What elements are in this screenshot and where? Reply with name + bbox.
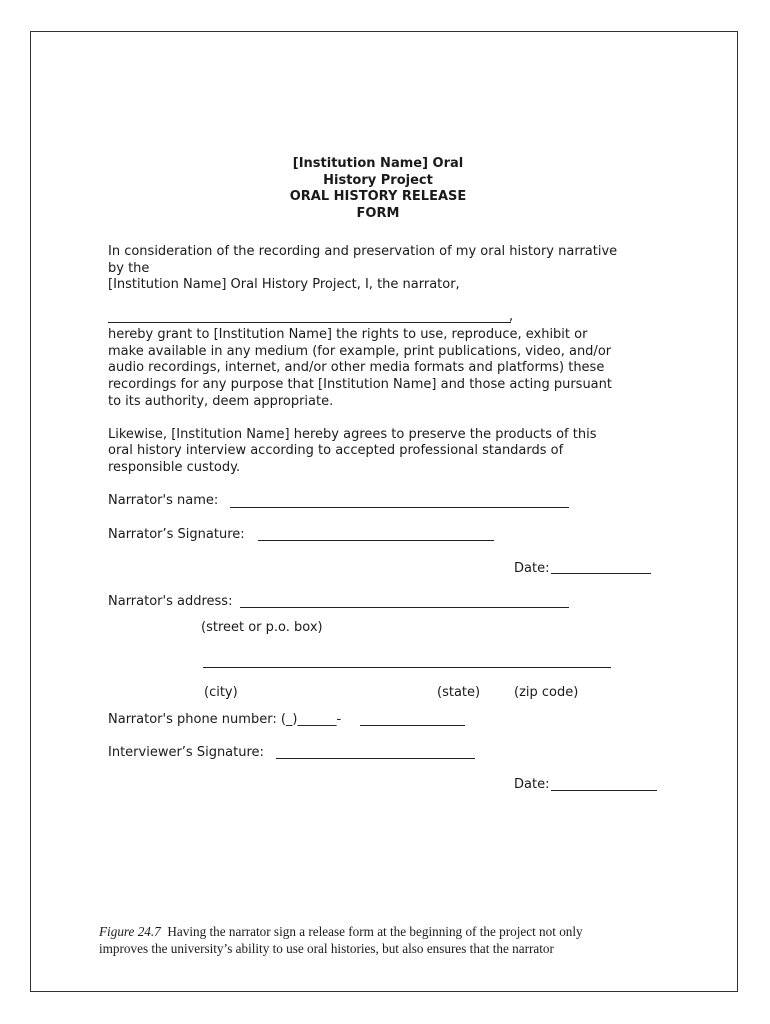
narrator-name-blank-line[interactable]	[108, 322, 511, 323]
likewise-line-1: Likewise, [Institution Name] hereby agrees to preserve the products of this	[108, 427, 597, 442]
narrator-name-label: Narrator's name:	[108, 493, 219, 508]
date-label-2: Date:	[514, 777, 550, 792]
grant-line-1: hereby grant to [Institution Name] the rights to use, reproduce, exhibit or	[108, 327, 588, 342]
zip-hint: (zip code)	[514, 685, 579, 700]
caption-line-2: improves the university’s ability to use oral histories, but also ensures that the narrator	[99, 941, 554, 956]
narrator-address-field[interactable]	[240, 607, 569, 608]
intro-line-2: by the	[108, 261, 150, 276]
grant-line-5: to its authority, deem appropriate.	[108, 394, 334, 409]
grant-line-4: recordings for any purpose that [Institution Name] and those acting pursuant	[108, 377, 612, 392]
date-label-1: Date:	[514, 561, 550, 576]
likewise-line-2: oral history interview according to accepted professional standards of	[108, 443, 564, 458]
title-line-1: [Institution Name] Oral	[292, 156, 464, 171]
city-state-zip-field[interactable]	[203, 667, 611, 668]
narrator-address-label: Narrator's address:	[108, 594, 233, 609]
grant-line-2: make available in any medium (for example, print publications, video, and/or	[108, 344, 612, 359]
narrator-signature-field[interactable]	[258, 540, 494, 541]
grant-line-3: audio recordings, internet, and/or other media formats and platforms) these	[108, 360, 605, 375]
form-title	[268, 156, 488, 222]
state-hint: (state)	[437, 685, 481, 700]
narrator-phone-field[interactable]	[360, 725, 465, 726]
street-hint: (street or p.o. box)	[201, 620, 323, 635]
intro-line-3: [Institution Name] Oral History Project, I, the narrator,	[108, 277, 460, 292]
interviewer-signature-label: Interviewer’s Signature:	[108, 745, 264, 760]
caption-line-1	[99, 923, 669, 940]
likewise-line-3: responsible custody.	[108, 460, 241, 475]
city-hint: (city)	[204, 685, 238, 700]
narrator-name-field[interactable]	[230, 507, 569, 508]
narrator-signature-label: Narrator’s Signature:	[108, 527, 245, 542]
figure-caption	[99, 923, 669, 957]
date-field-1[interactable]	[551, 573, 651, 574]
interviewer-signature-field[interactable]	[276, 758, 475, 759]
blank-comma: ,	[509, 309, 514, 324]
title-line-2: History Project	[323, 172, 433, 188]
narrator-phone-label: Narrator's phone number: (_)______-	[108, 712, 342, 727]
title-line-3: ORAL HISTORY RELEASE	[289, 189, 467, 204]
title-line-4: FORM	[356, 205, 400, 221]
date-field-2[interactable]	[551, 790, 657, 791]
figure-label: Figure 24.7	[99, 924, 161, 939]
caption-text-1: Having the narrator sign a release form at the beginning of the project not only	[167, 924, 583, 939]
intro-line-1: In consideration of the recording and preservation of my oral history narrative	[108, 244, 618, 259]
